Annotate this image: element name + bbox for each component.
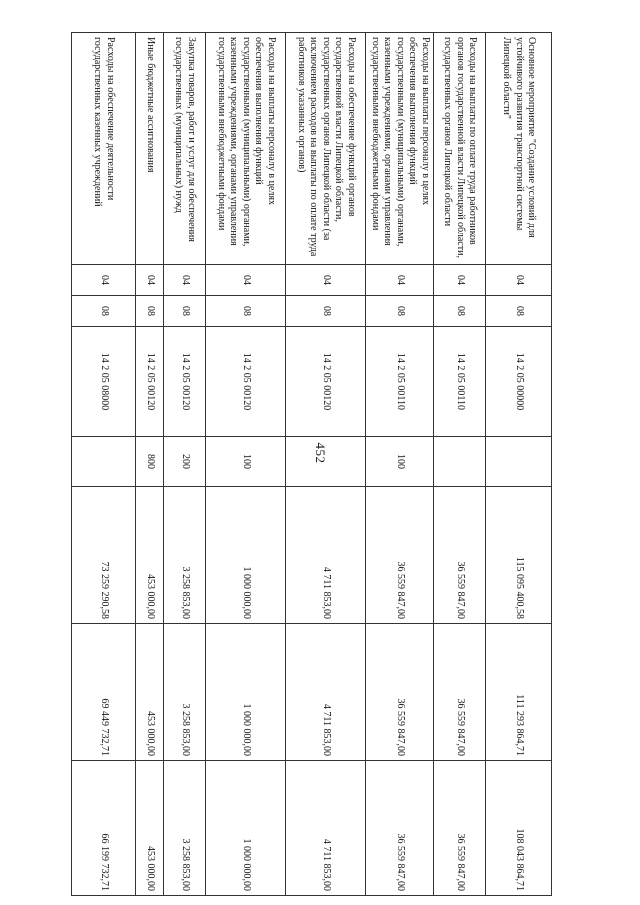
amount-year-2: 4 711 853,00 <box>286 624 366 761</box>
subsection-code: 08 <box>434 296 486 327</box>
target-article-code: 14 2 05 08000 <box>72 327 136 437</box>
section-code: 04 <box>206 265 286 296</box>
table-row <box>164 33 206 896</box>
amount-year-3: 1 000 000,00 <box>206 761 286 896</box>
subsection-code: 08 <box>206 296 286 327</box>
amount-year-1: 453 000,00 <box>136 487 164 624</box>
expense-type-code <box>72 437 136 487</box>
table-row <box>286 33 366 896</box>
table-row <box>486 33 552 896</box>
section-code: 04 <box>164 265 206 296</box>
amount-year-3: 3 258 853,00 <box>164 761 206 896</box>
target-article-code: 14 2 05 00120 <box>206 327 286 437</box>
expense-type-code: 100 <box>206 437 286 487</box>
target-article-code: 14 2 05 00000 <box>486 327 552 437</box>
expense-type-code: 200 <box>164 437 206 487</box>
amount-year-1: 73 259 290,58 <box>72 487 136 624</box>
amount-year-2: 453 000,00 <box>136 624 164 761</box>
row-name: Расходы на выплаты персоналу в целях обеспечения выполнения функций государственными (муниципальными) органами, казенными учреждениями, органами управления государственными внебюджетными фондами <box>366 33 434 265</box>
amount-year-3: 453 000,00 <box>136 761 164 896</box>
expense-type-code: 100 <box>366 437 434 487</box>
expense-type-code <box>486 437 552 487</box>
amount-year-2: 69 449 732,71 <box>72 624 136 761</box>
target-article-code: 14 2 05 00110 <box>366 327 434 437</box>
target-article-code: 14 2 05 00120 <box>286 327 366 437</box>
amount-year-3: 66 199 732,71 <box>72 761 136 896</box>
amount-year-2: 1 000 000,00 <box>206 624 286 761</box>
row-name: Расходы на выплаты по оплате труда работников органов государственной власти Липецкой области, государственных органов Липецкой области <box>434 33 486 265</box>
section-code: 04 <box>366 265 434 296</box>
amount-year-3: 36 559 847,00 <box>434 761 486 896</box>
row-name: Расходы на обеспечение деятельности государственных казенных учреждений <box>72 33 136 265</box>
table-row <box>72 33 136 896</box>
subsection-code: 08 <box>366 296 434 327</box>
amount-year-3: 36 559 847,00 <box>366 761 434 896</box>
expense-type-code: 800 <box>136 437 164 487</box>
table-row <box>206 33 286 896</box>
rotated-page-content <box>72 32 552 895</box>
row-name: Расходы на выплаты персоналу в целях обеспечения выполнения функций государственными (муниципальными) органами, казенными учреждениями, органами управления государственными внебюджетными фондами <box>206 33 286 265</box>
subsection-code: 08 <box>136 296 164 327</box>
amount-year-3: 108 043 864,71 <box>486 761 552 896</box>
subsection-code: 08 <box>164 296 206 327</box>
amount-year-1: 1 000 000,00 <box>206 487 286 624</box>
row-name: Иные бюджетные ассигнования <box>136 33 164 265</box>
amount-year-2: 36 559 847,00 <box>366 624 434 761</box>
page-number: 452 <box>313 442 328 464</box>
amount-year-2: 111 293 864,71 <box>486 624 552 761</box>
subsection-code: 08 <box>486 296 552 327</box>
amount-year-1: 4 711 853,00 <box>286 487 366 624</box>
row-name: Расходы на обеспечение функций органов государственной власти Липецкой области, государственных органов Липецкой области (за исключением расходов на выплаты по оплате труда работников указанных органов) <box>286 33 366 265</box>
amount-year-1: 115 095 400,58 <box>486 487 552 624</box>
row-name: Закупка товаров, работ и услуг для обеспечения государственных (муниципальных) нужд <box>164 33 206 265</box>
target-article-code: 14 2 05 00120 <box>164 327 206 437</box>
section-code: 04 <box>286 265 366 296</box>
table-body <box>72 33 552 896</box>
section-code: 04 <box>486 265 552 296</box>
amount-year-3: 4 711 853,00 <box>286 761 366 896</box>
amount-year-1: 3 258 853,00 <box>164 487 206 624</box>
amount-year-2: 36 559 847,00 <box>434 624 486 761</box>
table-row <box>136 33 164 896</box>
subsection-code: 08 <box>72 296 136 327</box>
expense-type-code <box>434 437 486 487</box>
budget-table <box>71 32 552 896</box>
target-article-code: 14 2 05 00110 <box>434 327 486 437</box>
expense-type-code <box>286 437 366 487</box>
amount-year-2: 3 258 853,00 <box>164 624 206 761</box>
table-row <box>366 33 434 896</box>
section-code: 04 <box>72 265 136 296</box>
subsection-code: 08 <box>286 296 366 327</box>
target-article-code: 14 2 05 00120 <box>136 327 164 437</box>
amount-year-1: 36 559 847,00 <box>434 487 486 624</box>
row-name: Основное мероприятие "Создание условий для устойчивого развития транспортной системы Липецкой области" <box>486 33 552 265</box>
table-row <box>434 33 486 896</box>
amount-year-1: 36 559 847,00 <box>366 487 434 624</box>
section-code: 04 <box>434 265 486 296</box>
section-code: 04 <box>136 265 164 296</box>
